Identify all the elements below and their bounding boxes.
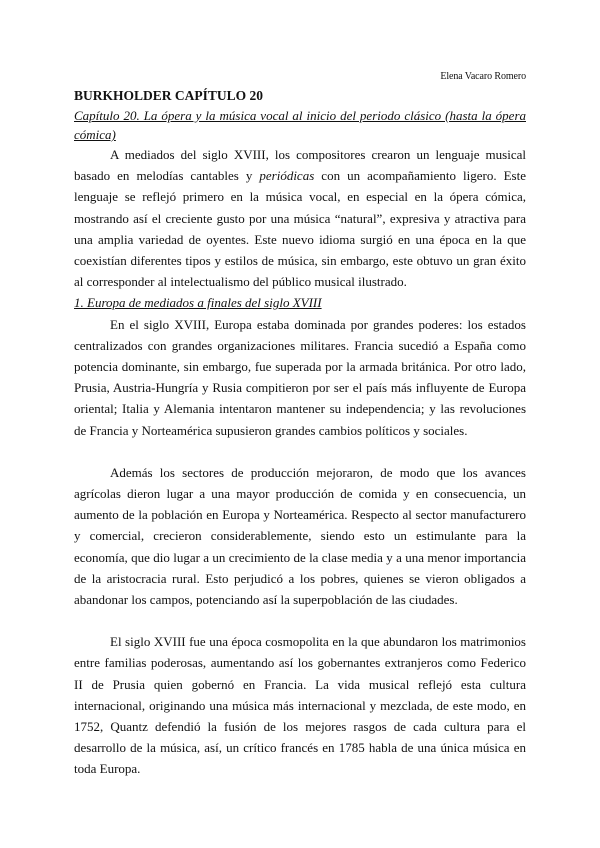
intro-text-part1: A mediados del siglo XVIII, los compositores crearon un lenguaje musical basado en melodías cantables y bbox=[74, 147, 526, 184]
author-name: Elena Vacaro Romero bbox=[440, 71, 526, 82]
section-heading: 1. Europa de mediados a finales del siglo XVIII bbox=[74, 295, 322, 311]
document-title: BURKHOLDER CAPÍTULO 20 bbox=[74, 88, 264, 103]
document-body bbox=[74, 85, 526, 780]
intro-text-part2: con un acompañamiento ligero. Este lenguaje se reflejó primero en la música vocal, en especial en la ópera cómica, mostrando así el creciente gusto por una música “natural”, expresiva y atractiva para una amplia variedad de oyentes. Este nuevo idioma surgió en una época en la que coexistían diferentes tipos y estilos de música, sin embargo, este obtuvo un gran éxito al corresponder al intelectualismo del público musical ilustrado. bbox=[74, 168, 526, 290]
intro-paragraph bbox=[74, 144, 526, 292]
intro-emphasis: periódicas bbox=[259, 168, 315, 184]
section-paragraph-2: Además los sectores de producción mejoraron, de modo que los avances agrícolas dieron lugar a una mayor producción de comida y en consecuencia, un aumento de la población en Europa y Norteamérica. Respecto al sector manufacturero y comercial, crecieron considerablemente, siendo esto un estimulante para la economía, que dio lugar a un crecimiento de la clase media y a una menor importancia de la aristocracia rural. Esto perjudicó a los pobres, quienes se vieron obligados a abandonar los campos, potenciando así la superpoblación de las ciudades. bbox=[74, 464, 526, 608]
chapter-subtitle: Capítulo 20. La ópera y la música vocal al inicio del periodo clásico (hasta la ópera cómica) bbox=[74, 108, 526, 142]
section-paragraph-1: En el siglo XVIII, Europa estaba dominada por grandes poderes: los estados centralizados con grandes organizaciones militares. Francia sucedió a España como potencia dominante, sin embargo, fue superada por la armada británica. Por otro lado, Prusia, Austria-Hungría y Rusia compitieron por ser el país más influyente de Europa oriental; Italia y Alemania intentaron mantener su independencia; y las revoluciones de Francia y Norteamérica supusieron grandes cambios políticos y sociales. bbox=[74, 316, 526, 438]
section-paragraph-3: El siglo XVIII fue una época cosmopolita en la que abundaron los matrimonios entre familias poderosas, aumentando así los gobernantes extranjeros como Federico II de Prusia quien gobernó en Francia. La vida musical reflejó esta cultura internacional, originando una música más internacional y mezclada, de este modo, en 1752, Quantz defendió la fusión de los mejores rasgos de cada cultura para el desarrollo de la música, así, un crítico francés en 1785 habla de una única música en toda Europa. bbox=[74, 634, 526, 777]
